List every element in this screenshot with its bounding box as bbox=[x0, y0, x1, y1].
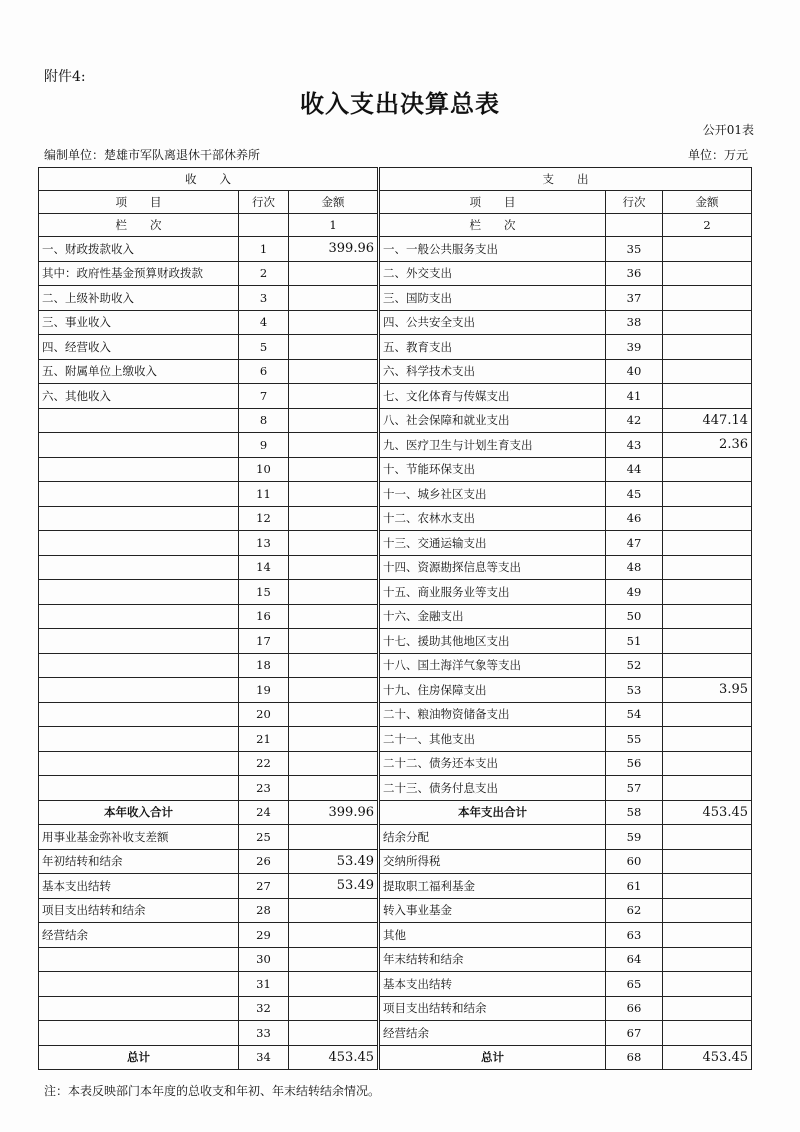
expense-amount-cell bbox=[663, 947, 752, 972]
header-row-sections bbox=[39, 168, 752, 191]
table-row bbox=[39, 531, 752, 556]
income-row-number: 27 bbox=[239, 874, 289, 899]
expense-row-number: 63 bbox=[606, 923, 663, 948]
income-row-header: 行次 bbox=[239, 191, 289, 214]
expense-item-cell: 十八、国土海洋气象等支出 bbox=[379, 653, 606, 678]
expense-amount-cell bbox=[663, 923, 752, 948]
expense-row-number: 55 bbox=[606, 727, 663, 752]
income-amount-cell bbox=[289, 580, 379, 605]
income-amount-cell bbox=[289, 972, 379, 997]
income-amount-cell: 53.49 bbox=[289, 849, 379, 874]
income-row-number: 19 bbox=[239, 678, 289, 703]
income-row-number: 26 bbox=[239, 849, 289, 874]
income-item-cell bbox=[39, 433, 239, 458]
income-row-number: 24 bbox=[239, 800, 289, 825]
expense-row-number: 59 bbox=[606, 825, 663, 850]
expense-amount-cell bbox=[663, 972, 752, 997]
table-row bbox=[39, 702, 752, 727]
expense-row-number: 51 bbox=[606, 629, 663, 654]
table-row bbox=[39, 776, 752, 801]
income-amount-cell bbox=[289, 702, 379, 727]
table-row bbox=[39, 947, 752, 972]
income-row-number: 7 bbox=[239, 384, 289, 409]
expense-col-blank bbox=[606, 214, 663, 237]
table-row bbox=[39, 457, 752, 482]
expense-item-cell: 十九、住房保障支出 bbox=[379, 678, 606, 703]
income-amount-cell bbox=[289, 555, 379, 580]
expense-amount-cell bbox=[663, 384, 752, 409]
expense-item-cell: 五、教育支出 bbox=[379, 335, 606, 360]
income-col-blank bbox=[239, 214, 289, 237]
table-row bbox=[39, 751, 752, 776]
expense-item-cell: 四、公共安全支出 bbox=[379, 310, 606, 335]
income-amount-cell bbox=[289, 653, 379, 678]
income-row-number: 20 bbox=[239, 702, 289, 727]
income-item-cell bbox=[39, 457, 239, 482]
income-amount-cell bbox=[289, 482, 379, 507]
expense-row-number: 37 bbox=[606, 286, 663, 311]
income-row-number: 5 bbox=[239, 335, 289, 360]
table-row bbox=[39, 996, 752, 1021]
income-amount-cell: 453.45 bbox=[289, 1045, 379, 1070]
expense-row-number: 65 bbox=[606, 972, 663, 997]
table-row bbox=[39, 825, 752, 850]
table-row bbox=[39, 506, 752, 531]
expense-row-number: 53 bbox=[606, 678, 663, 703]
expense-item-cell: 二、外交支出 bbox=[379, 261, 606, 286]
income-item-cell: 用事业基金弥补收支差额 bbox=[39, 825, 239, 850]
expense-row-number: 60 bbox=[606, 849, 663, 874]
budget-summary-table bbox=[38, 167, 752, 1070]
table-row bbox=[39, 898, 752, 923]
expense-amount-cell bbox=[663, 776, 752, 801]
income-item-cell bbox=[39, 947, 239, 972]
expense-row-number: 42 bbox=[606, 408, 663, 433]
table-row bbox=[39, 384, 752, 409]
expense-amount-cell bbox=[663, 335, 752, 360]
income-item-cell bbox=[39, 972, 239, 997]
expense-row-number: 58 bbox=[606, 800, 663, 825]
expense-item-cell: 二十二、债务还本支出 bbox=[379, 751, 606, 776]
income-section-header: 收 入 bbox=[39, 168, 379, 191]
income-item-cell bbox=[39, 653, 239, 678]
expense-amount-cell bbox=[663, 604, 752, 629]
expense-item-cell: 八、社会保障和就业支出 bbox=[379, 408, 606, 433]
table-row bbox=[39, 800, 752, 825]
income-amount-cell: 399.96 bbox=[289, 800, 379, 825]
form-number: 公开01表 bbox=[702, 123, 754, 137]
income-item-cell bbox=[39, 727, 239, 752]
income-row-number: 1 bbox=[239, 237, 289, 262]
expense-row-number: 68 bbox=[606, 1045, 663, 1070]
income-amount-cell bbox=[289, 727, 379, 752]
income-col-label: 栏 次 bbox=[39, 214, 239, 237]
expense-row-number: 46 bbox=[606, 506, 663, 531]
income-row-number: 18 bbox=[239, 653, 289, 678]
income-row-number: 30 bbox=[239, 947, 289, 972]
expense-amount-cell bbox=[663, 580, 752, 605]
expense-amount-cell bbox=[663, 751, 752, 776]
expense-amount-cell bbox=[663, 237, 752, 262]
expense-amount-cell bbox=[663, 874, 752, 899]
income-amount-cell bbox=[289, 751, 379, 776]
expense-item-cell: 总计 bbox=[379, 1045, 606, 1070]
table-row bbox=[39, 727, 752, 752]
expense-item-cell: 二十三、债务付息支出 bbox=[379, 776, 606, 801]
income-item-cell bbox=[39, 506, 239, 531]
income-row-number: 15 bbox=[239, 580, 289, 605]
expense-row-number: 36 bbox=[606, 261, 663, 286]
income-row-number: 17 bbox=[239, 629, 289, 654]
expense-item-cell: 七、文化体育与传媒支出 bbox=[379, 384, 606, 409]
expense-row-number: 67 bbox=[606, 1021, 663, 1046]
income-item-cell: 本年收入合计 bbox=[39, 800, 239, 825]
table-row bbox=[39, 237, 752, 262]
income-amount-cell bbox=[289, 825, 379, 850]
income-row-number: 9 bbox=[239, 433, 289, 458]
income-item-cell: 项目支出结转和结余 bbox=[39, 898, 239, 923]
expense-item-cell: 十三、交通运输支出 bbox=[379, 531, 606, 556]
expense-amount-cell bbox=[663, 359, 752, 384]
income-item-cell: 三、事业收入 bbox=[39, 310, 239, 335]
table-row bbox=[39, 433, 752, 458]
income-amount-header: 金额 bbox=[289, 191, 379, 214]
income-item-cell bbox=[39, 482, 239, 507]
header-row-column-index bbox=[39, 214, 752, 237]
income-amount-cell bbox=[289, 457, 379, 482]
income-item-cell: 四、经营收入 bbox=[39, 335, 239, 360]
expense-item-cell: 十一、城乡社区支出 bbox=[379, 482, 606, 507]
income-row-number: 22 bbox=[239, 751, 289, 776]
income-item-cell bbox=[39, 531, 239, 556]
expense-amount-cell bbox=[663, 310, 752, 335]
expense-item-cell: 项目支出结转和结余 bbox=[379, 996, 606, 1021]
income-item-cell: 一、财政拨款收入 bbox=[39, 237, 239, 262]
table-row bbox=[39, 482, 752, 507]
income-amount-cell bbox=[289, 898, 379, 923]
income-amount-cell bbox=[289, 776, 379, 801]
footnote: 注：本表反映部门本年度的总收支和年初、年末结转结余情况。 bbox=[44, 1084, 381, 1098]
income-row-number: 29 bbox=[239, 923, 289, 948]
expense-row-number: 61 bbox=[606, 874, 663, 899]
income-item-cell: 年初结转和结余 bbox=[39, 849, 239, 874]
table-row bbox=[39, 580, 752, 605]
income-row-number: 33 bbox=[239, 1021, 289, 1046]
income-item-cell bbox=[39, 751, 239, 776]
expense-item-cell: 十二、农林水支出 bbox=[379, 506, 606, 531]
income-item-cell bbox=[39, 604, 239, 629]
income-amount-cell bbox=[289, 604, 379, 629]
expense-amount-cell bbox=[663, 898, 752, 923]
expense-row-number: 44 bbox=[606, 457, 663, 482]
expense-amount-cell bbox=[663, 531, 752, 556]
expense-row-number: 64 bbox=[606, 947, 663, 972]
expense-item-cell: 本年支出合计 bbox=[379, 800, 606, 825]
income-item-cell: 五、附属单位上缴收入 bbox=[39, 359, 239, 384]
income-amount-cell bbox=[289, 286, 379, 311]
table-row bbox=[39, 874, 752, 899]
income-amount-cell bbox=[289, 261, 379, 286]
expense-item-cell: 交纳所得税 bbox=[379, 849, 606, 874]
table-row bbox=[39, 286, 752, 311]
expense-row-number: 62 bbox=[606, 898, 663, 923]
income-item-cell bbox=[39, 702, 239, 727]
table-row bbox=[39, 972, 752, 997]
expense-row-number: 56 bbox=[606, 751, 663, 776]
table-row bbox=[39, 653, 752, 678]
expense-row-number: 66 bbox=[606, 996, 663, 1021]
income-row-number: 2 bbox=[239, 261, 289, 286]
income-item-cell bbox=[39, 678, 239, 703]
expense-row-number: 50 bbox=[606, 604, 663, 629]
income-item-cell bbox=[39, 776, 239, 801]
income-row-number: 25 bbox=[239, 825, 289, 850]
expense-item-cell: 十五、商业服务业等支出 bbox=[379, 580, 606, 605]
expense-item-cell: 结余分配 bbox=[379, 825, 606, 850]
expense-col-label: 栏 次 bbox=[379, 214, 606, 237]
income-row-number: 21 bbox=[239, 727, 289, 752]
expense-amount-cell bbox=[663, 653, 752, 678]
expense-amount-cell bbox=[663, 996, 752, 1021]
expense-row-number: 41 bbox=[606, 384, 663, 409]
expense-amount-cell bbox=[663, 261, 752, 286]
income-item-cell: 六、其他收入 bbox=[39, 384, 239, 409]
header-row-columns bbox=[39, 191, 752, 214]
expense-item-cell: 六、科学技术支出 bbox=[379, 359, 606, 384]
expense-item-cell: 三、国防支出 bbox=[379, 286, 606, 311]
expense-amount-cell bbox=[663, 482, 752, 507]
table-row bbox=[39, 261, 752, 286]
expense-col-index: 2 bbox=[663, 214, 752, 237]
income-row-number: 34 bbox=[239, 1045, 289, 1070]
income-row-number: 4 bbox=[239, 310, 289, 335]
income-item-cell bbox=[39, 555, 239, 580]
income-row-number: 10 bbox=[239, 457, 289, 482]
income-item-cell: 经营结余 bbox=[39, 923, 239, 948]
income-amount-cell bbox=[289, 408, 379, 433]
income-item-cell bbox=[39, 408, 239, 433]
expense-row-number: 49 bbox=[606, 580, 663, 605]
table-row bbox=[39, 678, 752, 703]
income-row-number: 3 bbox=[239, 286, 289, 311]
income-amount-cell bbox=[289, 1021, 379, 1046]
income-amount-cell bbox=[289, 310, 379, 335]
expense-amount-cell: 2.36 bbox=[663, 433, 752, 458]
expense-row-number: 38 bbox=[606, 310, 663, 335]
income-item-cell: 其中：政府性基金预算财政拨款 bbox=[39, 261, 239, 286]
table-row bbox=[39, 849, 752, 874]
income-row-number: 13 bbox=[239, 531, 289, 556]
expense-item-cell: 十七、援助其他地区支出 bbox=[379, 629, 606, 654]
page-title: 收入支出决算总表 bbox=[300, 89, 500, 118]
expense-amount-cell bbox=[663, 702, 752, 727]
expense-item-cell: 九、医疗卫生与计划生育支出 bbox=[379, 433, 606, 458]
income-amount-cell bbox=[289, 531, 379, 556]
income-amount-cell bbox=[289, 947, 379, 972]
income-col-index: 1 bbox=[289, 214, 379, 237]
expense-amount-cell: 447.14 bbox=[663, 408, 752, 433]
table-row bbox=[39, 1021, 752, 1046]
income-row-number: 14 bbox=[239, 555, 289, 580]
expense-item-cell: 十四、资源勘探信息等支出 bbox=[379, 555, 606, 580]
table-row bbox=[39, 335, 752, 360]
income-row-number: 8 bbox=[239, 408, 289, 433]
income-amount-cell bbox=[289, 335, 379, 360]
expense-amount-header: 金额 bbox=[663, 191, 752, 214]
reporting-unit: 编制单位：楚雄市军队离退休干部休养所 bbox=[44, 148, 261, 162]
expense-item-cell: 二十、粮油物资储备支出 bbox=[379, 702, 606, 727]
expense-amount-cell: 453.45 bbox=[663, 800, 752, 825]
income-row-number: 16 bbox=[239, 604, 289, 629]
income-amount-cell bbox=[289, 506, 379, 531]
income-amount-cell bbox=[289, 433, 379, 458]
expense-amount-cell: 3.95 bbox=[663, 678, 752, 703]
income-item-cell bbox=[39, 996, 239, 1021]
income-amount-cell bbox=[289, 359, 379, 384]
income-item-cell bbox=[39, 629, 239, 654]
expense-row-header: 行次 bbox=[606, 191, 663, 214]
income-row-number: 12 bbox=[239, 506, 289, 531]
expense-amount-cell: 453.45 bbox=[663, 1045, 752, 1070]
income-amount-cell bbox=[289, 996, 379, 1021]
expense-item-cell: 十、节能环保支出 bbox=[379, 457, 606, 482]
expense-item-cell: 其他 bbox=[379, 923, 606, 948]
expense-item-cell: 转入事业基金 bbox=[379, 898, 606, 923]
expense-amount-cell bbox=[663, 555, 752, 580]
expense-item-cell: 经营结余 bbox=[379, 1021, 606, 1046]
table-row bbox=[39, 555, 752, 580]
income-amount-cell: 399.96 bbox=[289, 237, 379, 262]
income-item-cell bbox=[39, 1021, 239, 1046]
income-amount-cell bbox=[289, 678, 379, 703]
expense-item-cell: 提取职工福利基金 bbox=[379, 874, 606, 899]
income-item-cell: 总计 bbox=[39, 1045, 239, 1070]
expense-row-number: 54 bbox=[606, 702, 663, 727]
expense-item-header: 项 目 bbox=[379, 191, 606, 214]
table-row bbox=[39, 604, 752, 629]
income-row-number: 28 bbox=[239, 898, 289, 923]
money-unit: 单位：万元 bbox=[687, 148, 748, 162]
expense-amount-cell bbox=[663, 629, 752, 654]
income-amount-cell bbox=[289, 629, 379, 654]
expense-amount-cell bbox=[663, 1021, 752, 1046]
expense-item-cell: 年末结转和结余 bbox=[379, 947, 606, 972]
expense-row-number: 43 bbox=[606, 433, 663, 458]
expense-row-number: 45 bbox=[606, 482, 663, 507]
expense-amount-cell bbox=[663, 727, 752, 752]
expense-row-number: 57 bbox=[606, 776, 663, 801]
expense-row-number: 47 bbox=[606, 531, 663, 556]
income-item-cell: 二、上级补助收入 bbox=[39, 286, 239, 311]
table-row bbox=[39, 1045, 752, 1070]
expense-amount-cell bbox=[663, 825, 752, 850]
income-row-number: 11 bbox=[239, 482, 289, 507]
income-item-cell: 基本支出结转 bbox=[39, 874, 239, 899]
expense-item-cell: 二十一、其他支出 bbox=[379, 727, 606, 752]
table-row bbox=[39, 629, 752, 654]
expense-amount-cell bbox=[663, 457, 752, 482]
table-row bbox=[39, 310, 752, 335]
expense-row-number: 48 bbox=[606, 555, 663, 580]
income-row-number: 32 bbox=[239, 996, 289, 1021]
expense-row-number: 35 bbox=[606, 237, 663, 262]
expense-item-cell: 十六、金融支出 bbox=[379, 604, 606, 629]
attachment-label: 附件4: bbox=[44, 69, 86, 85]
expense-row-number: 52 bbox=[606, 653, 663, 678]
income-amount-cell bbox=[289, 923, 379, 948]
income-row-number: 6 bbox=[239, 359, 289, 384]
expense-section-header: 支 出 bbox=[379, 168, 752, 191]
income-row-number: 31 bbox=[239, 972, 289, 997]
expense-row-number: 40 bbox=[606, 359, 663, 384]
table-row bbox=[39, 923, 752, 948]
table-row bbox=[39, 359, 752, 384]
income-item-cell bbox=[39, 580, 239, 605]
expense-amount-cell bbox=[663, 849, 752, 874]
income-amount-cell bbox=[289, 384, 379, 409]
income-item-header: 项 目 bbox=[39, 191, 239, 214]
income-row-number: 23 bbox=[239, 776, 289, 801]
income-amount-cell: 53.49 bbox=[289, 874, 379, 899]
table-row bbox=[39, 408, 752, 433]
expense-item-cell: 基本支出结转 bbox=[379, 972, 606, 997]
expense-item-cell: 一、一般公共服务支出 bbox=[379, 237, 606, 262]
expense-row-number: 39 bbox=[606, 335, 663, 360]
expense-amount-cell bbox=[663, 286, 752, 311]
expense-amount-cell bbox=[663, 506, 752, 531]
